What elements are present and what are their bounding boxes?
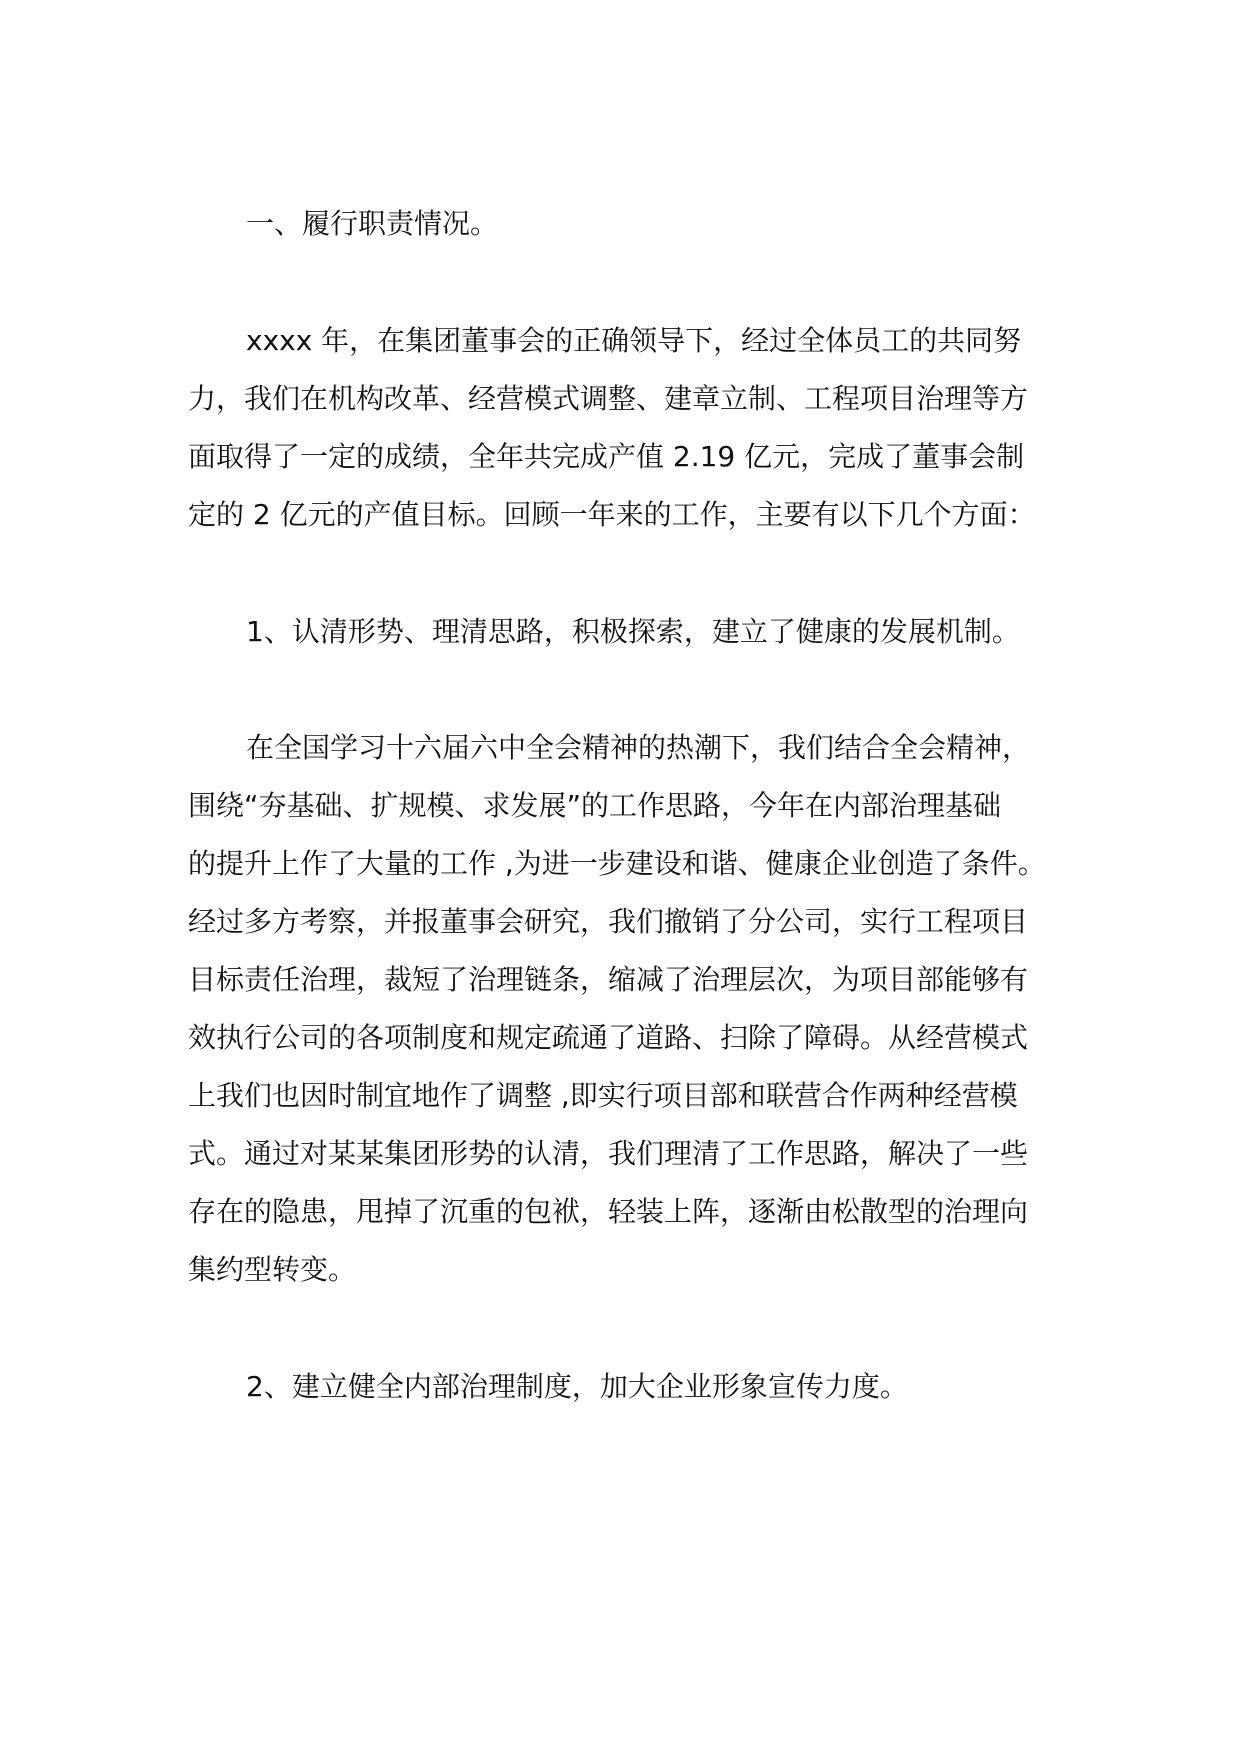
section-heading: 一、履行职责情况。 — [246, 207, 499, 240]
paragraph-line: 集约型转变。 — [188, 1253, 357, 1286]
subsection-heading: 1、认清形势、理清思路，积极探索，建立了健康的发展机制。 — [246, 615, 1020, 648]
paragraph-line: 经过多方考察，并报董事会研究，我们撤销了分公司，实行工程项目 — [188, 905, 1029, 938]
paragraph-line: 在全国学习十六届六中全会精神的热潮下，我们结合全会精神， — [246, 731, 1031, 764]
paragraph-line: xxxx 年，在集团董事会的正确领导下，经过全体员工的共同努 — [246, 324, 1022, 357]
paragraph-line: 效执行公司的各项制度和规定疏通了道路、扫除了障碍。从经营模式 — [188, 1021, 1029, 1054]
paragraph-line: 面取得了一定的成绩，全年共完成产值 2.19 亿元，完成了董事会制 — [188, 440, 1025, 473]
paragraph-line: 上我们也因时制宜地作了调整 ,即实行项目部和联营合作两种经营模 — [188, 1079, 1018, 1112]
paragraph-line: 力，我们在机构改革、经营模式调整、建章立制、工程项目治理等方 — [188, 382, 1029, 415]
paragraph-line: 存在的隐患，甩掉了沉重的包袱，轻装上阵，逐渐由松散型的治理向 — [188, 1195, 1029, 1228]
paragraph-line: 目标责任治理，裁短了治理链条，缩减了治理层次，为项目部能够有 — [188, 963, 1029, 996]
paragraph-line: 围绕“夯基础、扩规模、求发展”的工作思路，今年在内部治理基础 — [188, 789, 1002, 822]
paragraph-line: 式。通过对某某集团形势的认清，我们理清了工作思路，解决了一些 — [188, 1137, 1029, 1170]
paragraph-line: 定的 2 亿元的产值目标。回顾一年来的工作，主要有以下几个方面： — [188, 498, 1036, 531]
subsection-heading: 2、建立健全内部治理制度，加大企业形象宣传力度。 — [246, 1370, 908, 1403]
paragraph-line: 的提升上作了大量的工作 ,为进一步建设和谐、健康企业创造了条件。 — [188, 847, 1046, 880]
